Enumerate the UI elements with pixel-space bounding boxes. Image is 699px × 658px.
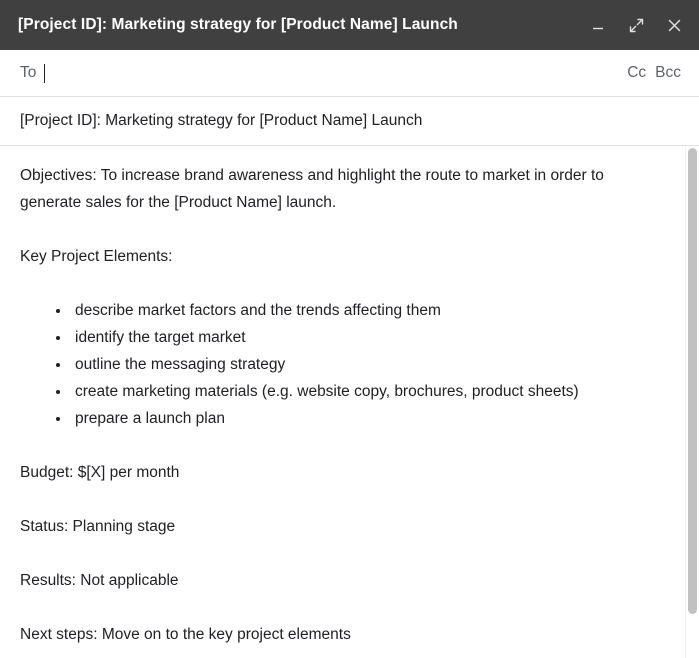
body-objectives: Objectives: To increase brand awareness and highlight the route to market in order to generate sales for the [Product Name] launch. [20,167,604,211]
cc-button[interactable]: Cc [627,64,647,81]
body-spacer-6 [20,594,669,621]
body-status: Status: Planning stage [20,518,176,535]
close-icon[interactable] [663,14,685,36]
body-results: Results: Not applicable [20,572,179,589]
body-key-elements-heading: Key Project Elements: [20,248,173,265]
list-item: • create marketing materials (e.g. website copy, brochures, product sheets) [71,378,669,405]
list-item: • outline the messaging strategy [71,351,669,378]
list-item: • prepare a launch plan [71,405,669,432]
body-spacer-3 [20,432,669,459]
body-next-steps: Next steps: Move on to the key project elements [20,626,351,643]
body-spacer-1 [20,216,669,243]
body-budget: Budget: $[X] per month [20,464,180,481]
minimize-icon[interactable] [587,14,609,36]
to-input[interactable] [42,61,627,85]
bcc-button[interactable]: Bcc [655,64,681,81]
body-spacer-2 [20,270,669,297]
message-body-area [0,146,699,658]
to-label: To [20,64,37,81]
subject-row[interactable] [0,97,699,146]
list-item: • identify the target market [71,324,669,351]
body-scrollbar-thumb[interactable] [688,148,697,614]
window-controls [587,14,685,36]
compose-title-bar [0,0,699,50]
cc-bcc-controls [627,64,681,82]
body-spacer-4 [20,486,669,513]
expand-icon[interactable] [625,14,647,36]
text-caret [44,64,45,83]
message-body[interactable] [0,146,699,658]
body-spacer-5 [20,540,669,567]
subject-input[interactable]: [Project ID]: Marketing strategy for [Product Name] Launch [20,112,423,129]
key-elements-list [20,297,669,432]
recipients-row [0,50,699,97]
body-scrollbar[interactable] [685,146,699,658]
list-item: • describe market factors and the trends affecting them [71,297,669,324]
compose-window-title: [Project ID]: Marketing strategy for [Product Name] Launch [18,16,458,33]
